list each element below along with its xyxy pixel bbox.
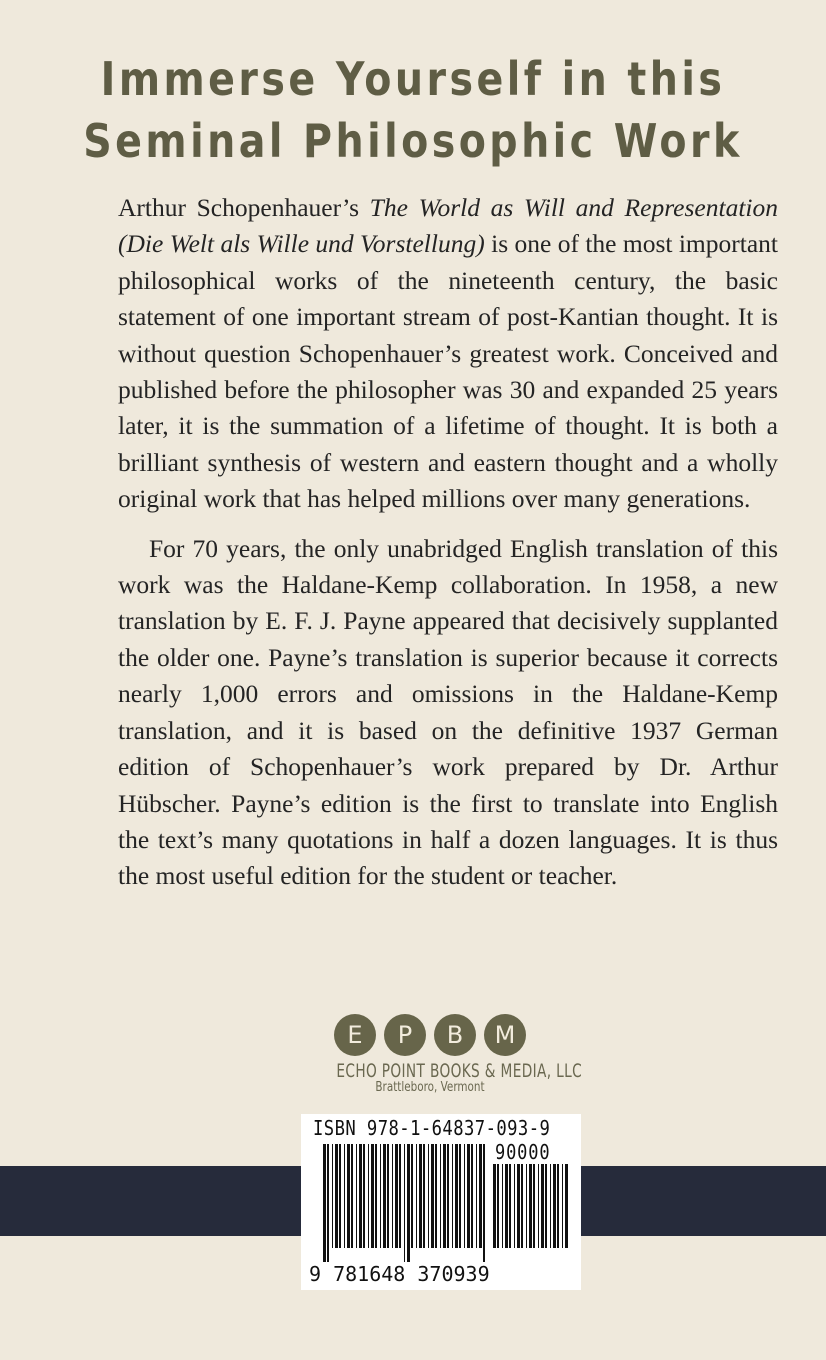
- barcode-bar: [363, 1144, 365, 1248]
- barcode-bar: [335, 1144, 338, 1248]
- barcode-bar: [514, 1164, 515, 1248]
- publisher-logo: [300, 1014, 582, 1095]
- barcode-bar: [419, 1144, 422, 1248]
- barcode-bar: [375, 1144, 377, 1248]
- publisher-initials: [300, 1014, 560, 1056]
- barcode-bar: [483, 1144, 485, 1262]
- ean13-barcode-bars: [323, 1144, 487, 1262]
- barcode-bar: [347, 1144, 350, 1248]
- barcode-bar: [557, 1164, 559, 1248]
- barcode-bar: [368, 1144, 369, 1248]
- barcode-bar: [371, 1144, 374, 1248]
- barcode-bar: [541, 1164, 544, 1248]
- barcode-bar: [529, 1164, 532, 1248]
- barcode-bar: [509, 1164, 511, 1248]
- barcode-bar: [452, 1144, 453, 1248]
- barcode-bar: [387, 1144, 389, 1248]
- barcode-bar: [423, 1144, 425, 1248]
- headline-line-1: Immerse Yourself in this: [100, 52, 726, 106]
- publisher-initial-b: B: [434, 1014, 476, 1056]
- isbn-label: ISBN 978-1-64837-093-9: [313, 1116, 551, 1140]
- barcode-bar: [565, 1164, 568, 1248]
- barcode-bar: [471, 1144, 473, 1248]
- headline: [58, 48, 768, 172]
- barcode-bar: [399, 1144, 401, 1248]
- barcode-bar: [404, 1144, 405, 1262]
- barcode-bar: [550, 1164, 551, 1248]
- description: [118, 190, 778, 895]
- barcode-digits: 9 781648 370939: [309, 1262, 490, 1286]
- publisher-initial-p: P: [384, 1014, 426, 1056]
- barcode-bar: [553, 1164, 556, 1248]
- paragraph-1-rest: is one of the most important philosophical works of the nineteenth century, the basic statement of one important stream of post-Kantian thought. It is without question Schopenhauer’s greatest work. Conceived and published before the philosopher was 30 and expanded 25 years later, it is the summation of a lifetime of thought. It is both a brilliant synthesis of western and eastern thought and a wholly original work that has helped millions over many generations.: [118, 229, 778, 514]
- barcode-bar: [455, 1144, 458, 1248]
- barcode-bar: [416, 1144, 417, 1248]
- barcode-bar: [407, 1144, 410, 1262]
- barcode-bar: [380, 1144, 381, 1248]
- publisher-initial-e: E: [334, 1014, 376, 1056]
- barcode-bar: [332, 1144, 333, 1248]
- barcode-bar: [431, 1144, 434, 1248]
- barcode-bar: [497, 1164, 499, 1248]
- author-intro: Arthur Schopenhauer’s: [118, 193, 370, 222]
- barcode-bar: [464, 1144, 465, 1248]
- barcode-bar: [538, 1164, 539, 1248]
- book-title: The World as Will and Representation (Die Welt als Wille und Vorstellung): [118, 193, 778, 259]
- barcode-bar: [327, 1144, 329, 1262]
- barcode-bar: [493, 1164, 496, 1248]
- addon-barcode-bars: [493, 1164, 569, 1262]
- barcode-bar: [351, 1144, 353, 1248]
- barcode-bar: [392, 1144, 393, 1248]
- barcode-bar: [435, 1144, 437, 1248]
- barcode-bar: [383, 1144, 386, 1248]
- publisher-location: Brattleboro, Vermont: [375, 1080, 485, 1095]
- barcode-bar: [502, 1164, 503, 1248]
- barcode-bar: [339, 1144, 341, 1248]
- barcode-bar: [545, 1164, 547, 1248]
- description-paragraph-1: [118, 190, 778, 518]
- headline-line-2: Seminal Philosophic Work: [83, 114, 743, 168]
- barcode-bar: [356, 1144, 357, 1248]
- barcode-bar: [447, 1144, 449, 1248]
- barcode-bar: [344, 1144, 345, 1248]
- description-paragraph-2: For 70 years, the only unabridged English translation of this work was the Haldane-Kemp collaboration. In 1958, a new translation by E. F. J. Payne appeared that decisively supplanted the older one. Payne’s translation is superior because it corrects nearly 1,000 errors and omissions in the Haldane-Kemp translation, and it is based on the definitive 1937 German edition of Schopenhauer’s work prepared by Dr. Arthur Hübscher. Payne’s edition is the first to translate into English the text’s many quotations in half a dozen languages. It is thus the most useful edition for the student or teacher.: [118, 533, 778, 891]
- barcode-bar: [467, 1144, 470, 1248]
- barcode-bar: [526, 1164, 527, 1248]
- barcode-bar: [443, 1144, 446, 1248]
- barcode-bar: [411, 1144, 413, 1248]
- barcode-bar: [533, 1164, 535, 1248]
- publisher-initial-m: M: [484, 1014, 526, 1056]
- barcode-bar: [505, 1164, 508, 1248]
- barcode-bar: [440, 1144, 441, 1248]
- barcode-bar: [562, 1164, 563, 1248]
- barcode-bar: [359, 1144, 362, 1248]
- isbn-barcode: [301, 1114, 581, 1290]
- barcode-bar: [395, 1144, 398, 1248]
- barcode-bar: [476, 1144, 477, 1248]
- barcode-bar: [521, 1164, 523, 1248]
- price-code: 90000: [495, 1140, 551, 1164]
- barcode-bar: [428, 1144, 429, 1248]
- publisher-name: ECHO POINT BOOKS & MEDIA, LLC: [336, 1060, 582, 1082]
- barcode-bar: [517, 1164, 520, 1248]
- barcode-bar: [459, 1144, 461, 1248]
- barcode-bar: [479, 1144, 482, 1248]
- barcode-bar: [323, 1144, 326, 1262]
